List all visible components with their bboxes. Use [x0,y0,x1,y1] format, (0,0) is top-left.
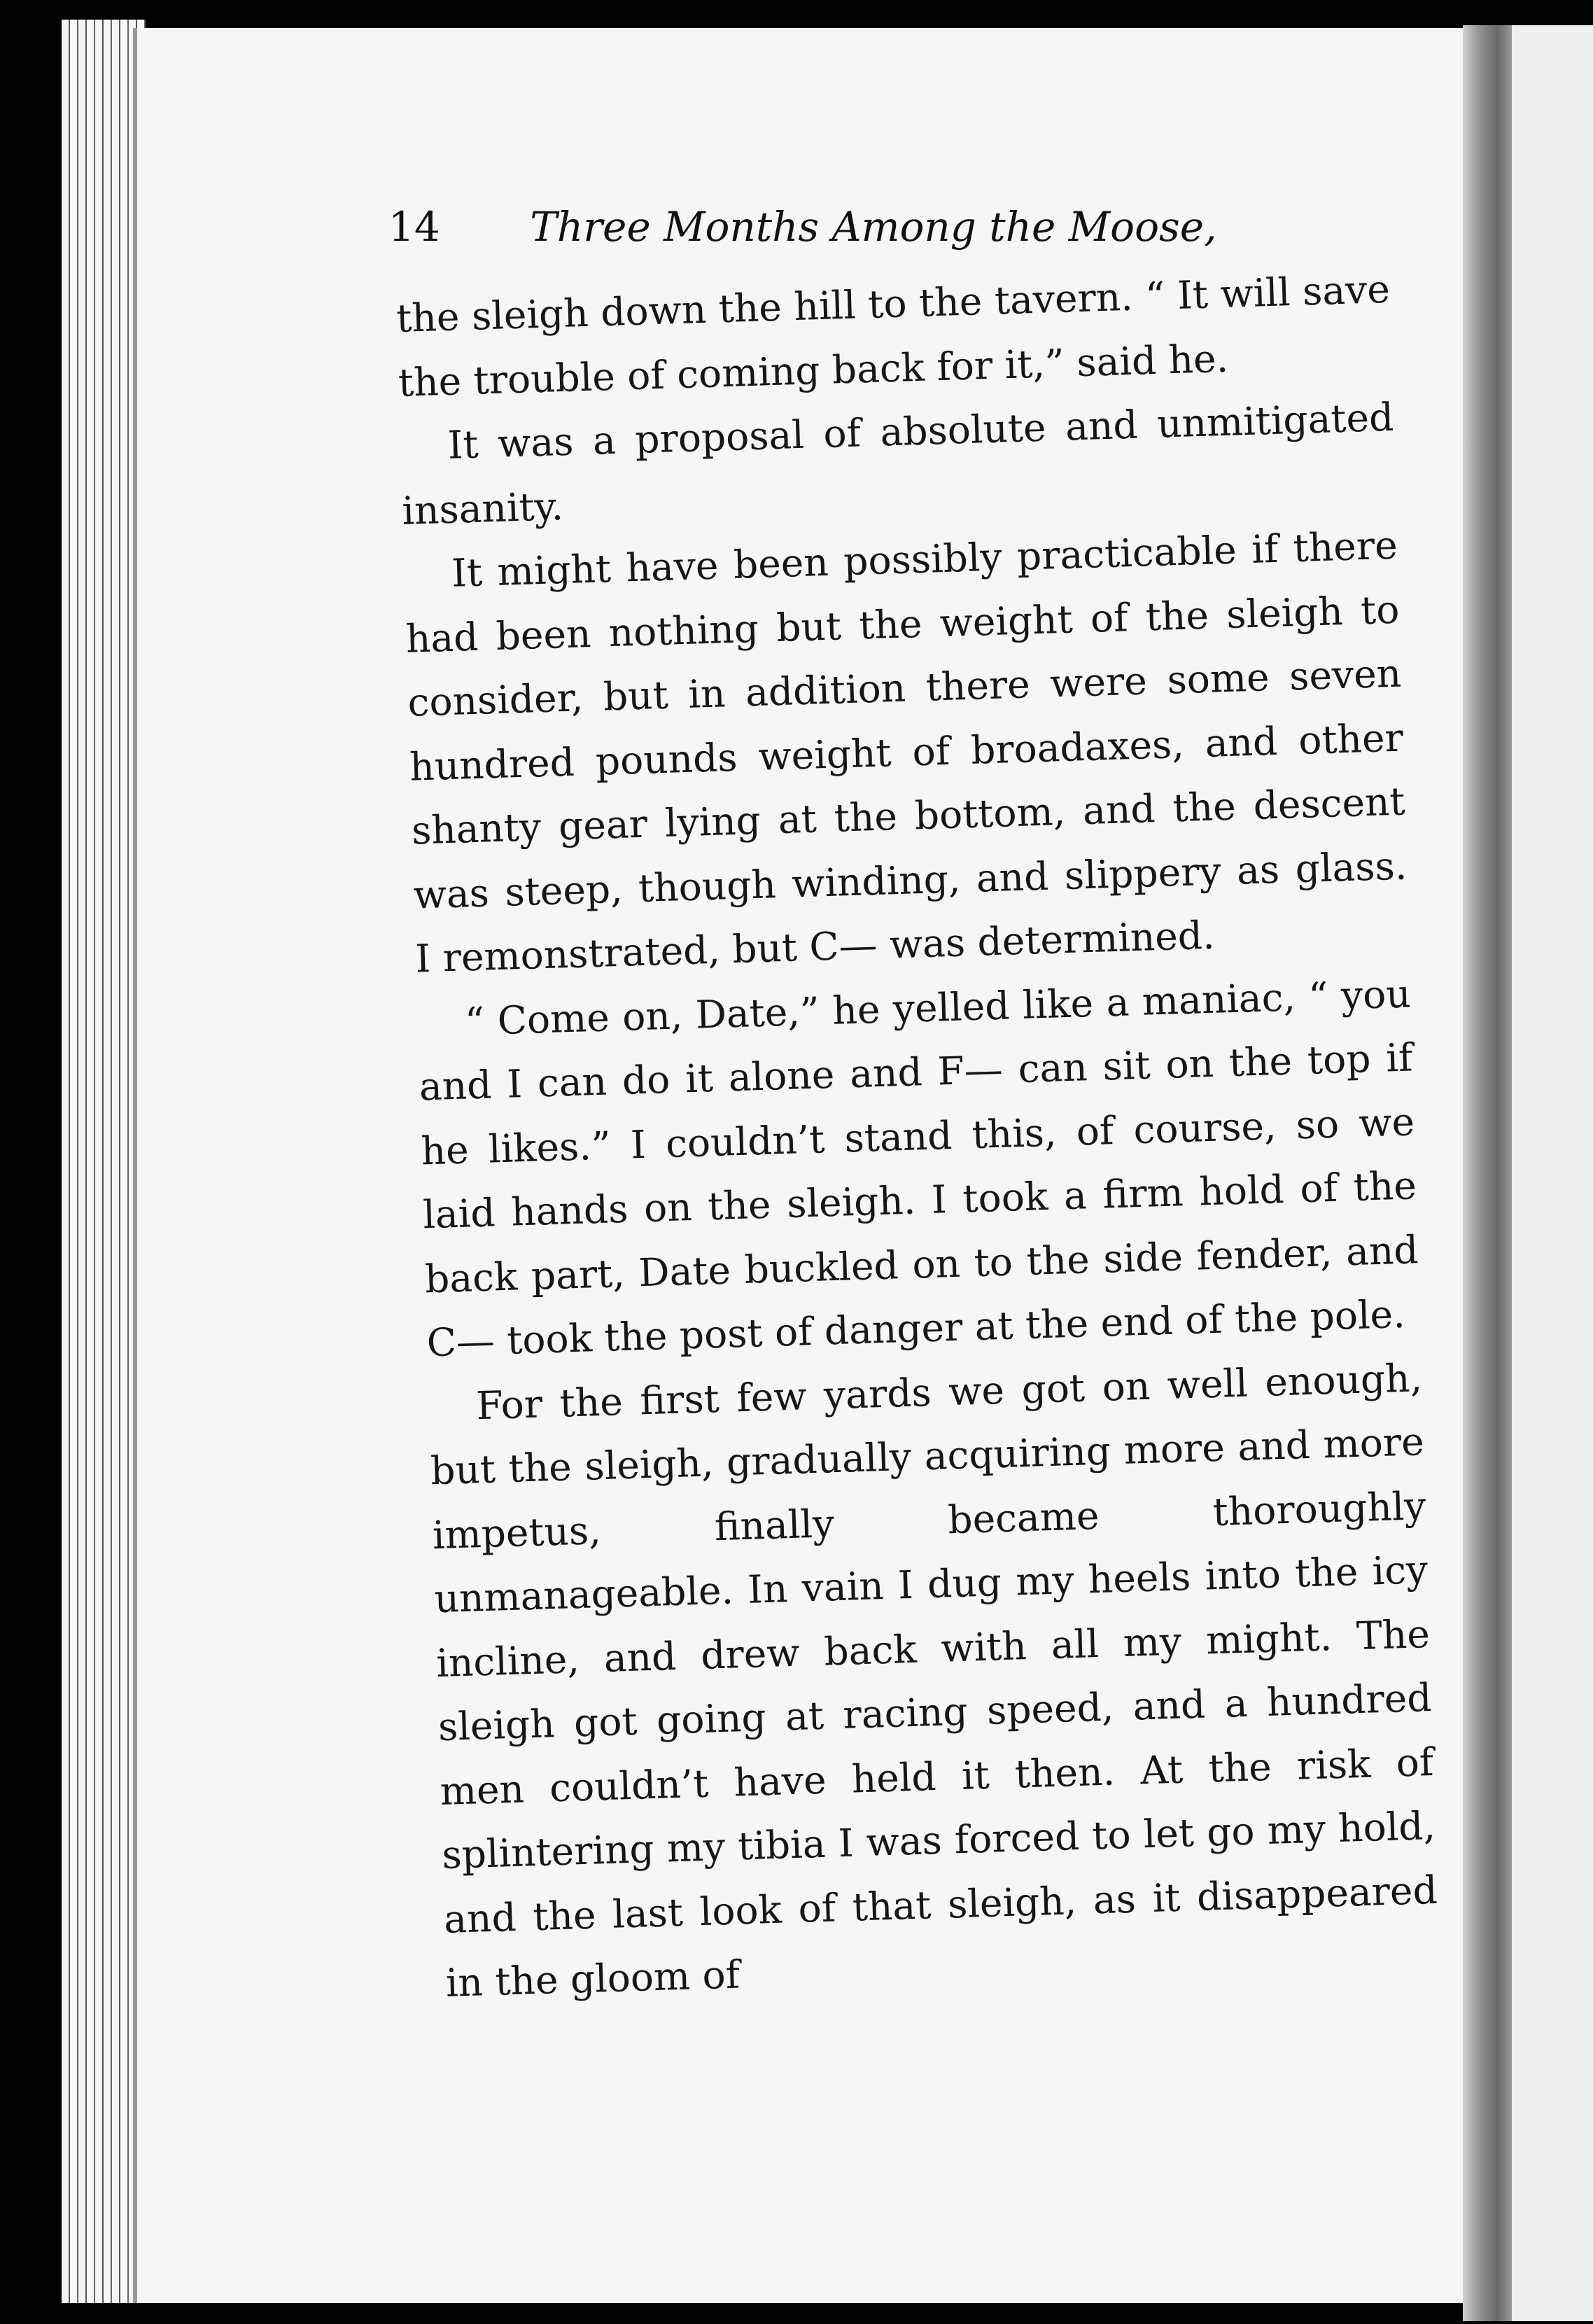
paragraph: For the first few yards we got on well enough, but the sleigh, gradually acquiring more and more impetus, finally became thoroughly unmanageable. In vain I dug my heels into the icy incline, and drew back with all my might. The sleigh got going at racing speed, and a hundred men couldn’t have held it then. At the risk of splintering my tibia I was forced to let go my hold, and the last look of that sleigh, as it disappeared in the gloom of [430,1354,1438,2005]
page-header [388,203,1228,266]
facing-page-edge [1512,25,1593,2321]
body-text [395,258,1440,2016]
paragraph: It was a proposal of absolute and unmitigated insanity. [401,394,1395,533]
scan-border [0,0,1593,25]
paragraph: “ Come on, Date,” he yelled like a maniac, “ you and I can do it alone and F— can sit on the top if he likes.” I couldn’t stand this, of course, so we laid hands on the sleigh. I took a firm hold of the back part, Date buckled on to the side fender, and C— took the post of danger at the end of the pole. [418,970,1419,1366]
paragraph: It might have been possibly practicable if there had been nothing but the weight of the sleigh to consider, but in addition there were some seven hundred pounds weight of broadaxes, and other shanty gear lying at the bottom, and the descent was steep, though winding, and slippery as glass. I remonstrated, but C— was determined. [405,522,1408,981]
paragraph: the sleigh down the hill to the tavern. “ It will save the trouble of coming back for it,” said he. [395,266,1391,405]
page-number: 14 [388,203,440,251]
running-title: Three Months Among the Moose, [530,203,1217,251]
book-gutter [1463,25,1512,2321]
